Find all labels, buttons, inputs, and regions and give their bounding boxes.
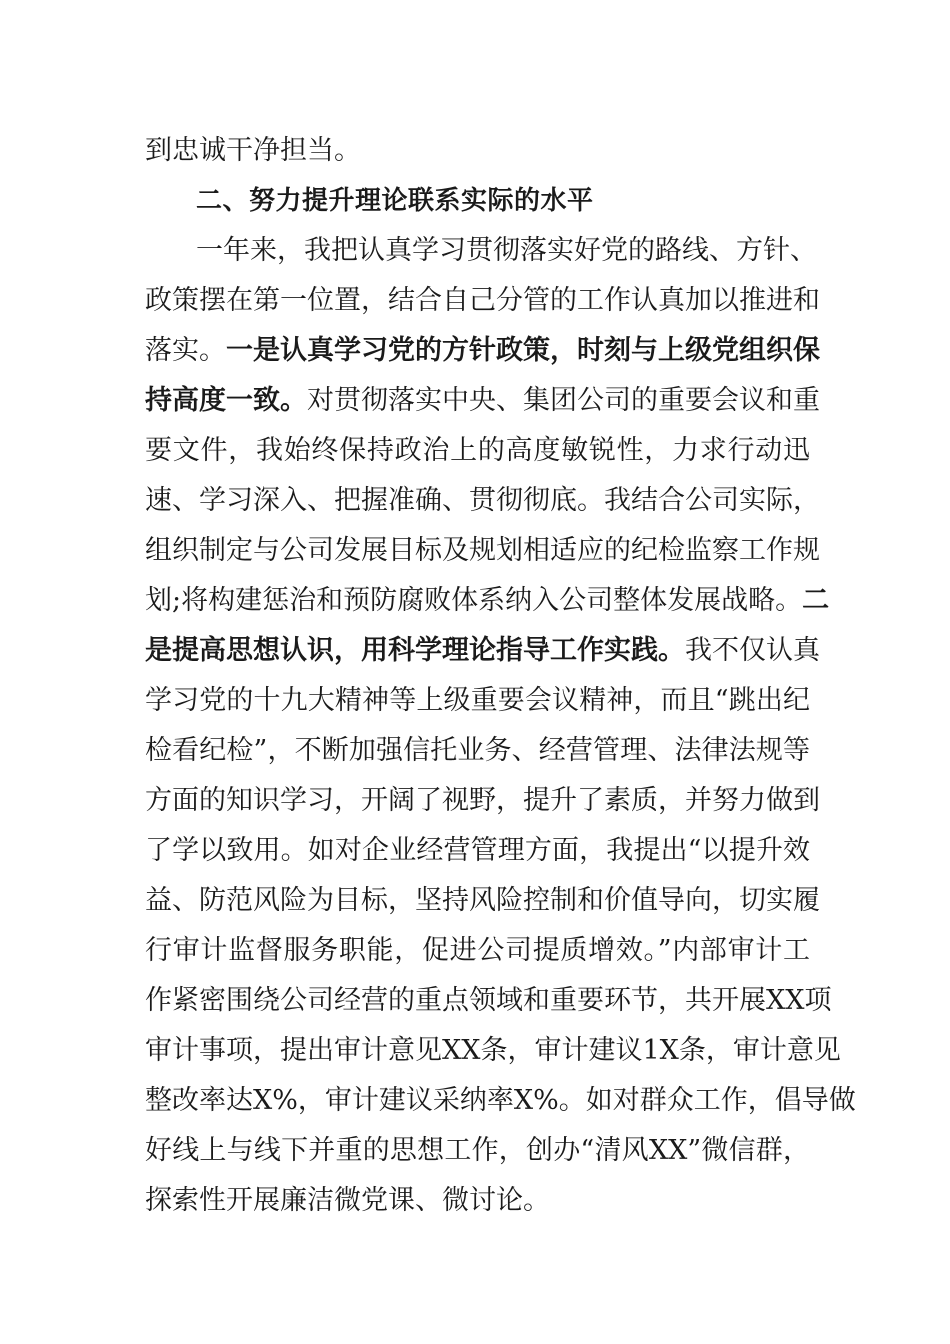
body-line [145, 985, 832, 1017]
body-text: 了学以致用。如对企业经营管理方面，我提出“以提升效 [145, 835, 810, 866]
body-text: 速、学习深入、把握准确、贯彻彻底。我结合公司实际， [145, 485, 820, 516]
body-text: 一年来，我把认真学习贯彻落实好党的路线、方针、 [196, 235, 817, 266]
body-text: 方面的知识学习，开阔了视野，提升了素质，并努力做到 [145, 785, 820, 816]
body-line [145, 885, 820, 917]
body-text: 学习党的十九大精神等上级重要会议精神，而且“跳出纪 [145, 685, 810, 716]
body-line [145, 1035, 841, 1067]
body-text: 好线上与线下并重的思想工作，创办“清风XX”微信群， [145, 1135, 810, 1166]
body-text: 审计事项，提出审计意见XX条，审计建议1X条，审计意见 [145, 1035, 841, 1066]
body-text: 对贯彻落实中央、集团公司的重要会议和重 [307, 385, 820, 416]
body-text: 我不仅认真 [685, 635, 820, 666]
body-line [145, 435, 810, 467]
body-text: 作紧密围绕公司经营的重点领域和重要环节，共开展XX项 [145, 985, 832, 1016]
body-text: 组织制定与公司发展目标及规划相适应的纪检监察工作规 [145, 535, 820, 566]
body-text: 检看纪检”，不断加强信托业务、经营管理、法律法规等 [145, 735, 810, 766]
body-text: 益、防范风险为目标，坚持风险控制和价值导向，切实履 [145, 885, 820, 916]
body-text: 行审计监督服务职能，促进公司提质增效。”内部审计工 [145, 935, 810, 966]
body-line [145, 785, 820, 817]
body-text: 政策摆在第一位置，结合自己分管的工作认真加以推进和 [145, 285, 820, 316]
body-line [145, 335, 820, 367]
body-line [145, 485, 820, 517]
body-line [145, 1135, 810, 1167]
body-line [196, 235, 817, 267]
body-line [145, 735, 810, 767]
body-text: 整改率达X%，审计建议采纳率X%。如对群众工作，倡导做 [145, 1085, 856, 1116]
body-line [145, 935, 810, 967]
bold-text: 二 [802, 585, 830, 616]
body-text: 探索性开展廉洁微党课、微讨论。 [145, 1185, 550, 1216]
bold-text: 一是认真学习党的方针政策，时刻与上级党组织保 [226, 335, 820, 366]
body-line [145, 385, 820, 417]
body-text: 划;将构建惩治和预防腐败体系纳入公司整体发展战略。 [145, 585, 803, 616]
section-heading: 二、努力提升理论联系实际的水平 [196, 186, 594, 216]
body-text: 落实。 [145, 335, 226, 366]
body-line [145, 135, 810, 167]
bold-text: 是提高思想认识，用科学理论指导工作实践。 [145, 635, 685, 666]
body-line [145, 1185, 810, 1217]
body-line [145, 585, 830, 617]
bold-text: 持高度一致。 [145, 385, 307, 416]
body-line [145, 685, 810, 717]
body-text: 要文件，我始终保持政治上的高度敏锐性，力求行动迅 [145, 435, 810, 466]
body-line [145, 835, 810, 867]
body-text: 到忠诚干净担当。 [145, 135, 361, 166]
body-line [145, 285, 820, 317]
body-line [145, 1085, 856, 1117]
body-line [145, 635, 820, 667]
body-line [145, 535, 820, 567]
